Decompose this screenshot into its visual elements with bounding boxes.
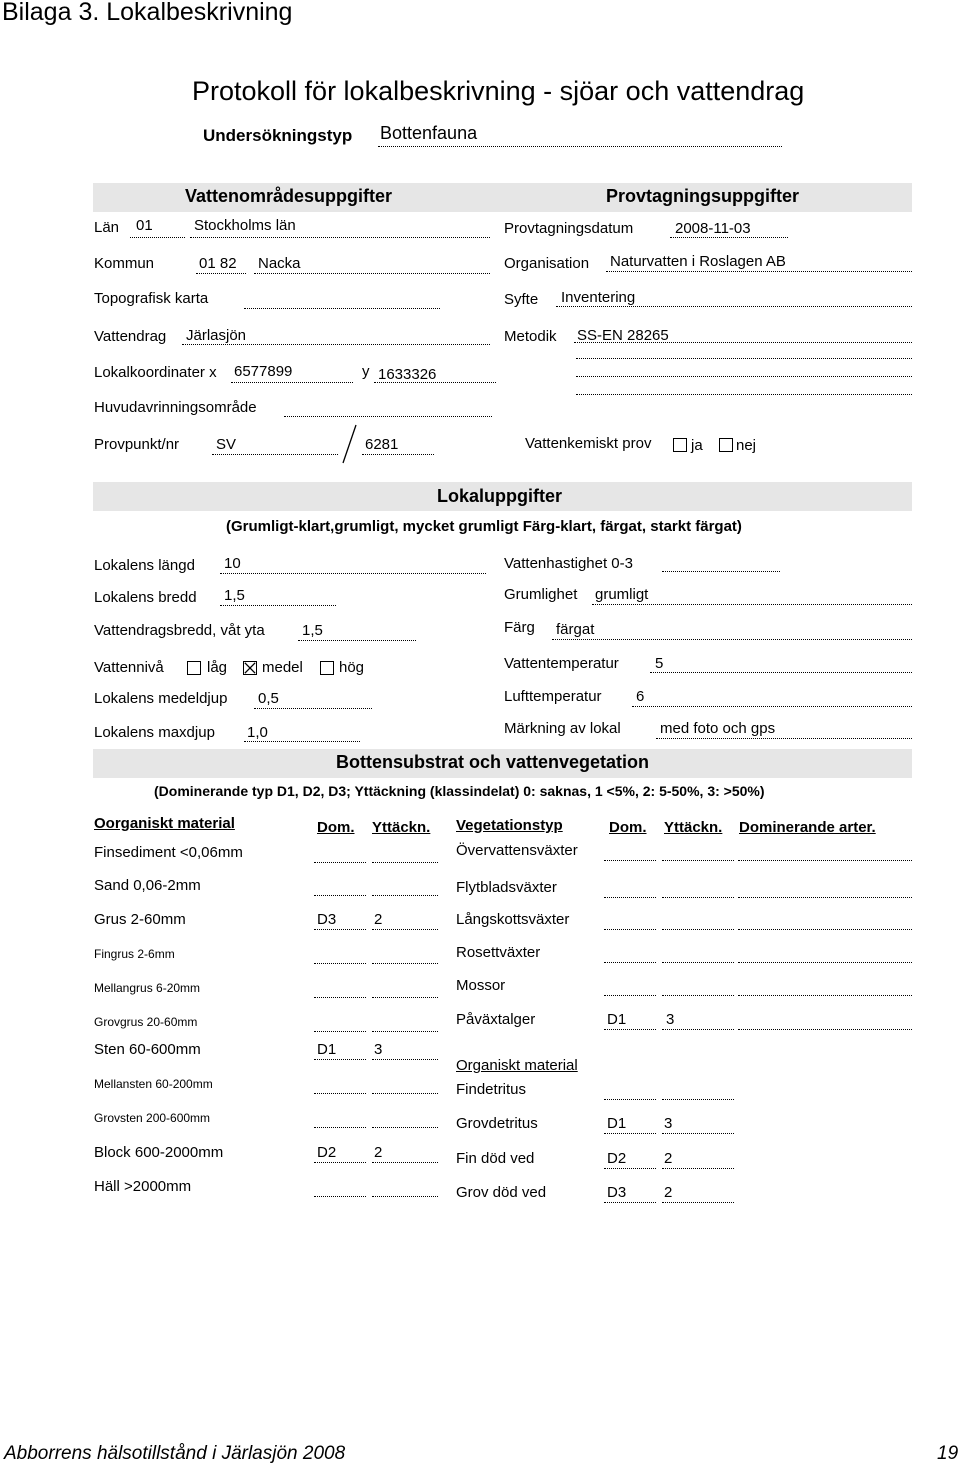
topografisk-karta-line	[244, 308, 440, 309]
lufttemperatur-label: Lufttemperatur	[504, 688, 602, 705]
lufttemperatur-value: 6	[636, 688, 645, 705]
row-fill-line	[662, 1133, 734, 1134]
row-fill-line	[604, 1133, 656, 1134]
huvudavrinningsomrade-label: Huvudavrinningsområde	[94, 399, 257, 416]
syfte-value: Inventering	[561, 289, 636, 306]
slash-divider	[340, 424, 358, 464]
row-fill-line	[738, 929, 912, 930]
provtagningsdatum-value: 2008-11-03	[675, 220, 751, 237]
footer-title: Abborrens hälsotillstånd i Järlasjön 2008	[4, 1443, 346, 1464]
provpunkt-value: SV	[216, 436, 237, 453]
left-yttackn-header: Yttäckn.	[372, 819, 431, 836]
undersokningstyp-value: Bottenfauna	[380, 123, 478, 143]
lokalens-bredd-line	[220, 605, 336, 606]
row-fill-line	[662, 1099, 734, 1100]
metodik-line-2	[576, 358, 912, 359]
row-label: Påväxtalger	[456, 1011, 536, 1028]
provtagningsdatum-line	[670, 237, 788, 238]
lokalens-langd-value: 10	[224, 555, 241, 572]
row-label: Häll >2000mm	[94, 1178, 192, 1195]
row-dom-value: D2	[607, 1150, 627, 1167]
row-fill-line	[372, 895, 438, 896]
row-fill-line	[372, 929, 438, 930]
row-yttackn-value: 3	[666, 1011, 675, 1028]
row-yttackn-value: 2	[374, 1144, 383, 1161]
lokal-note: (Grumligt-klart,grumligt, mycket grumligt Färg-klart, färgat, starkt färgat)	[226, 518, 742, 535]
row-fill-line	[738, 995, 912, 996]
row-label: Grovgrus 20-60mm	[94, 1015, 198, 1029]
farg-value: färgat	[556, 621, 595, 638]
row-label: Långskottsväxter	[456, 911, 570, 928]
lokalens-bredd-label: Lokalens bredd	[94, 589, 197, 606]
row-label: Grov död ved	[456, 1184, 547, 1201]
vattenniva-hog-label: hög	[339, 659, 365, 676]
farg-label: Färg	[504, 619, 535, 636]
medeldjup-line	[254, 708, 372, 709]
row-fill-line	[604, 897, 656, 898]
row-fill-line	[314, 1093, 366, 1094]
page-number: 19	[937, 1443, 959, 1464]
maxdjup-label: Lokalens maxdjup	[94, 724, 215, 741]
lan-label: Län	[94, 219, 120, 236]
topografisk-karta-label: Topografisk karta	[94, 290, 209, 307]
row-fill-line	[662, 1202, 734, 1203]
row-fill-line	[372, 1093, 438, 1094]
row-fill-line	[314, 1059, 366, 1060]
vattenkemiskt-nej-checkbox[interactable]	[719, 438, 733, 452]
row-fill-line	[604, 1202, 656, 1203]
vattenkemiskt-ja-label: ja	[691, 437, 703, 454]
lufttemperatur-line	[632, 706, 912, 707]
lokal-title: Lokaluppgifter	[437, 486, 562, 506]
organisation-label: Organisation	[504, 255, 590, 272]
row-fill-line	[314, 929, 366, 930]
row-fill-line	[314, 1162, 366, 1163]
row-fill-line	[372, 1162, 438, 1163]
vattendrag-value: Järlasjön	[186, 327, 247, 344]
maxdjup-value: 1,0	[247, 724, 268, 741]
row-fill-line	[372, 862, 438, 863]
lokalkoordinater-label: Lokalkoordinater x	[94, 364, 217, 381]
row-fill-line	[738, 962, 912, 963]
vattendrag-line	[182, 344, 490, 345]
row-dom-value: D2	[317, 1144, 337, 1161]
row-fill-line	[314, 1196, 366, 1197]
right-dom-header: Dom.	[609, 819, 647, 836]
row-fill-line	[662, 929, 734, 930]
y-label: y	[362, 363, 370, 380]
provpunkt-nr: 6281	[365, 436, 399, 453]
right-yttackn-header: Yttäckn.	[664, 819, 723, 836]
kommun-label: Kommun	[94, 255, 155, 272]
checkmark-x-icon	[244, 662, 256, 674]
row-label: Mellansten 60-200mm	[94, 1077, 213, 1091]
row-yttackn-value: 2	[374, 911, 383, 928]
row-label: Grus 2-60mm	[94, 911, 186, 928]
metodik-line-3	[576, 376, 912, 377]
grumlighet-label: Grumlighet	[504, 586, 578, 603]
row-fill-line	[314, 895, 366, 896]
row-fill-line	[738, 860, 912, 861]
row-yttackn-value: 3	[374, 1041, 383, 1058]
x-coordinate: 6577899	[234, 363, 293, 380]
row-fill-line	[314, 997, 366, 998]
huvudavrinningsomrade-line	[284, 416, 492, 417]
row-yttackn-value: 3	[664, 1115, 673, 1132]
markning-line	[656, 738, 912, 739]
vattenkemiskt-ja-checkbox[interactable]	[673, 438, 687, 452]
kommun-name-line	[254, 273, 490, 274]
organiskt-header: Organiskt material	[456, 1057, 578, 1074]
row-fill-line	[314, 1031, 366, 1032]
row-label: Rosettväxter	[456, 944, 541, 961]
vattendrag-label: Vattendrag	[94, 328, 167, 345]
markning-value: med foto och gps	[660, 720, 776, 737]
row-fill-line	[372, 1059, 438, 1060]
row-label: Flytbladsväxter	[456, 879, 557, 896]
farg-line	[552, 639, 912, 640]
row-fill-line	[662, 1029, 734, 1030]
vattentemperatur-label: Vattentemperatur	[504, 655, 619, 672]
dominerande-arter-header: Dominerande arter.	[739, 819, 876, 836]
provpunkt-nr-line	[362, 454, 434, 455]
provpunkt-label: Provpunkt/nr	[94, 436, 180, 453]
row-fill-line	[604, 962, 656, 963]
row-fill-line	[604, 860, 656, 861]
y-coordinate: 1633326	[378, 366, 437, 383]
row-label: Findetritus	[456, 1081, 527, 1098]
protocol-title: Protokoll för lokalbeskrivning - sjöar och vattendrag	[192, 76, 805, 106]
lan-name-line	[190, 237, 490, 238]
row-fill-line	[604, 1168, 656, 1169]
metodik-line-4	[576, 394, 912, 395]
provpunkt-line	[212, 454, 338, 455]
row-dom-value: D3	[317, 911, 337, 928]
row-label: Mossor	[456, 977, 506, 994]
vattenomrade-title: Vattenområdesuppgifter	[185, 186, 393, 206]
vattendragsbredd-line	[298, 640, 416, 641]
organisation-value: Naturvatten i Roslagen AB	[610, 253, 786, 270]
vattenniva-hog-checkbox[interactable]	[320, 661, 334, 675]
row-label: Övervattensväxter	[456, 842, 578, 859]
left-dom-header: Dom.	[317, 819, 355, 836]
row-fill-line	[604, 995, 656, 996]
y-coordinate-line	[374, 382, 496, 383]
row-label: Fingrus 2-6mm	[94, 947, 175, 961]
metodik-line	[574, 342, 912, 343]
row-fill-line	[372, 1196, 438, 1197]
grumlighet-value: grumligt	[595, 586, 649, 603]
lan-name: Stockholms län	[194, 217, 296, 234]
row-label: Sand 0,06-2mm	[94, 877, 201, 894]
provtagning-title: Provtagningsuppgifter	[606, 186, 799, 206]
row-fill-line	[662, 860, 734, 861]
substrat-note: (Dominerande typ D1, D2, D3; Yttäckning (klassindelat) 0: saknas, 1 <5%, 2: 5-50%, 3: >50%)	[154, 783, 765, 799]
row-fill-line	[372, 997, 438, 998]
row-fill-line	[314, 862, 366, 863]
lokalens-bredd-value: 1,5	[224, 587, 245, 604]
medeldjup-value: 0,5	[258, 690, 279, 707]
row-fill-line	[738, 1029, 912, 1030]
syfte-line	[556, 306, 912, 307]
vattentemperatur-line	[650, 672, 912, 673]
row-label: Sten 60-600mm	[94, 1041, 201, 1058]
x-coordinate-line	[231, 382, 353, 383]
vattenniva-lag-checkbox[interactable]	[187, 661, 201, 675]
undersokningstyp-label: Undersökningstyp	[203, 126, 353, 145]
provtagningsdatum-label: Provtagningsdatum	[504, 220, 634, 237]
vattendragsbredd-value: 1,5	[302, 622, 323, 639]
row-fill-line	[662, 1168, 734, 1169]
kommun-code-line	[196, 273, 246, 274]
vattenniva-medel-checkbox[interactable]	[243, 661, 257, 675]
lan-code: 01	[136, 217, 153, 234]
maxdjup-line	[244, 741, 360, 742]
row-dom-value: D1	[607, 1115, 627, 1132]
lan-code-line	[130, 237, 185, 238]
substrat-title: Bottensubstrat och vattenvegetation	[336, 752, 650, 772]
vattenniva-lag-label: låg	[207, 659, 228, 676]
row-fill-line	[314, 963, 366, 964]
row-dom-value: D3	[607, 1184, 627, 1201]
row-fill-line	[738, 897, 912, 898]
kommun-name: Nacka	[258, 255, 301, 272]
vattenniva-medel-label: medel	[262, 659, 303, 676]
row-fill-line	[662, 897, 734, 898]
lokalens-langd-label: Lokalens längd	[94, 557, 195, 574]
page-heading: Bilaga 3. Lokalbeskrivning	[2, 0, 293, 26]
row-fill-line	[662, 995, 734, 996]
vattentemperatur-value: 5	[655, 655, 664, 672]
markning-label: Märkning av lokal	[504, 720, 621, 737]
row-fill-line	[314, 1127, 366, 1128]
grumlighet-line	[592, 604, 912, 605]
row-fill-line	[372, 1031, 438, 1032]
row-label: Grovdetritus	[456, 1115, 538, 1132]
row-yttackn-value: 2	[664, 1184, 673, 1201]
row-fill-line	[372, 963, 438, 964]
vattenhastighet-label: Vattenhastighet 0-3	[504, 555, 633, 572]
vattenkemiskt-nej-label: nej	[736, 437, 757, 454]
medeldjup-label: Lokalens medeldjup	[94, 690, 228, 707]
metodik-value: SS-EN 28265	[577, 327, 669, 344]
undersokningstyp-line	[378, 146, 782, 147]
row-yttackn-value: 2	[664, 1150, 673, 1167]
row-fill-line	[604, 1099, 656, 1100]
lokalens-langd-line	[220, 573, 486, 574]
row-label: Grovsten 200-600mm	[94, 1111, 211, 1125]
syfte-label: Syfte	[504, 291, 539, 308]
row-dom-value: D1	[607, 1011, 627, 1028]
vegetationstyp-header: Vegetationstyp	[456, 817, 563, 834]
row-dom-value: D1	[317, 1041, 337, 1058]
vattendragsbredd-label: Vattendragsbredd, våt yta	[94, 622, 265, 639]
row-fill-line	[372, 1127, 438, 1128]
oorganiskt-header: Oorganiskt material	[94, 815, 235, 832]
row-fill-line	[604, 1029, 656, 1030]
row-label: Mellangrus 6-20mm	[94, 981, 201, 995]
vattenhastighet-line	[662, 571, 780, 572]
organisation-line	[606, 271, 912, 272]
row-fill-line	[604, 929, 656, 930]
row-label: Fin död ved	[456, 1150, 535, 1167]
vattenniva-label: Vattennivå	[94, 659, 164, 676]
row-label: Block 600-2000mm	[94, 1144, 224, 1161]
vattenkemiskt-prov-label: Vattenkemiskt prov	[525, 435, 652, 452]
row-fill-line	[662, 962, 734, 963]
row-label: Finsediment <0,06mm	[94, 844, 243, 861]
metodik-label: Metodik	[504, 328, 557, 345]
kommun-code: 01 82	[199, 255, 237, 272]
